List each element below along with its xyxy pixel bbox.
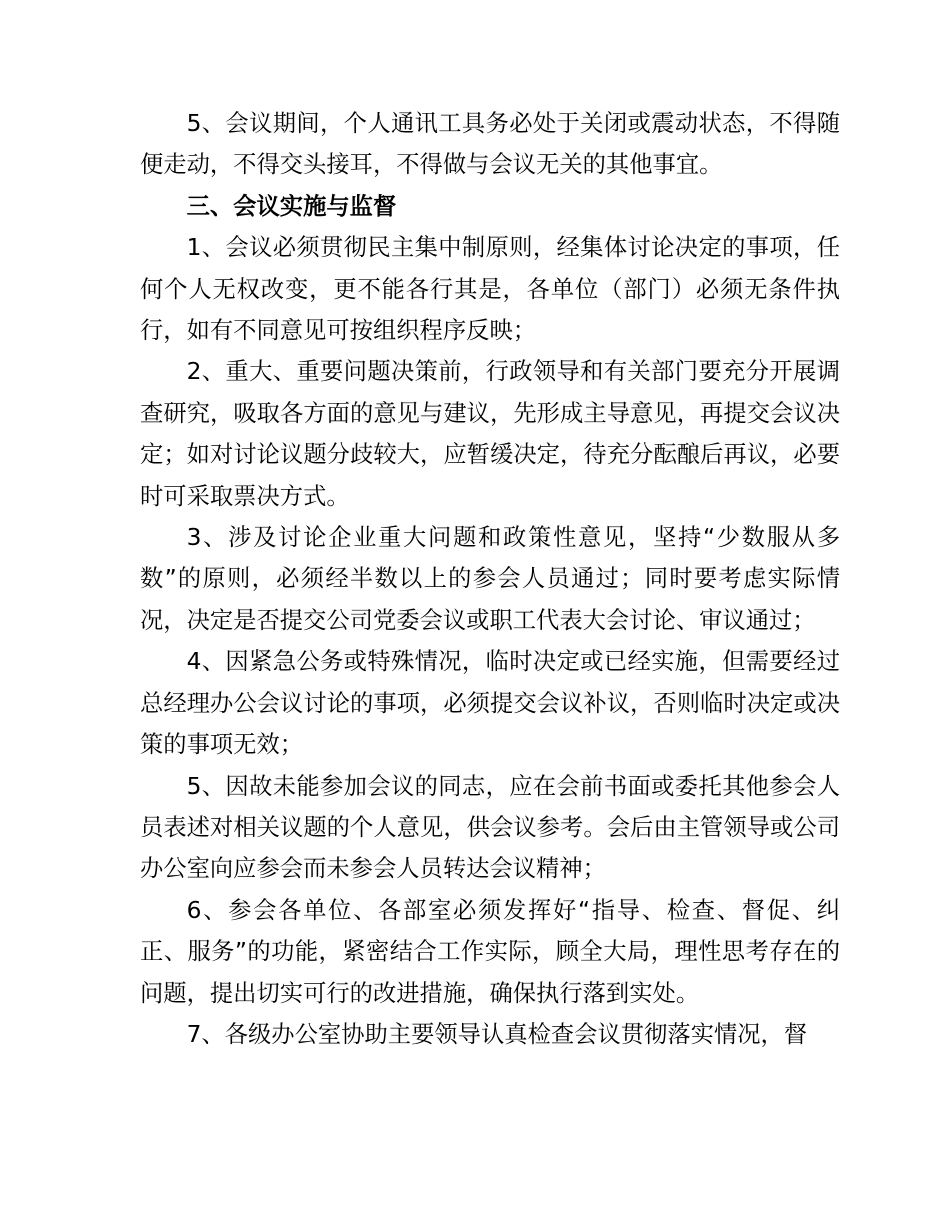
paragraph-implementation-7: 7、各级办公室协助主要领导认真检查会议贯彻落实情况，督 [186,1020,808,1048]
section-heading-implementation-supervision: 三、会议实施与监督 [186,192,397,220]
document-page [140,103,840,1055]
paragraph-implementation-4: 4、因紧急公务或特殊情况，临时决定或已经实施，但需要经过总经理办公会议讨论的事项，必须提交会议补议，否则临时决定或决策的事项无效； [140,648,840,759]
paragraph-implementation-5: 5、因故未能参加会议的同志，应在会前书面或委托其他参会人员表述对相关议题的个人意见，供会议参考。会后由主管领导或公司办公室向应参会而未参会人员转达会议精神； [140,772,840,883]
paragraph-implementation-3: 3、涉及讨论企业重大问题和政策性意见，坚持“少数服从多数”的原则，必须经半数以上的参会人员通过；同时要考虑实际情况，决定是否提交公司党委会议或职工代表大会讨论、审议通过； [140,524,840,634]
paragraph-meeting-discipline-5: 5、会议期间，个人通讯工具务必处于关闭或震动状态，不得随便走动，不得交头接耳，不得做与会议无关的其他事宜。 [140,110,840,179]
paragraph-implementation-6: 6、参会各单位、各部室必须发挥好“指导、检查、督促、纠正、服务”的功能，紧密结合工作实际，顾全大局，理性思考存在的问题，提出切实可行的改进措施，确保执行落到实处。 [140,896,840,1007]
paragraph-implementation-2: 2、重大、重要问题决策前，行政领导和有关部门要充分开展调查研究，吸取各方面的意见与建议，先形成主导意见，再提交会议决定；如对讨论议题分歧较大，应暂缓决定，待充分酝酿后再议，必要时可采取票决方式。 [140,358,840,510]
paragraph-implementation-1: 1、会议必须贯彻民主集中制原则，经集体讨论决定的事项，任何个人无权改变，更不能各行其是，各单位（部门）必须无条件执行，如有不同意见可按组织程序反映； [140,234,840,345]
